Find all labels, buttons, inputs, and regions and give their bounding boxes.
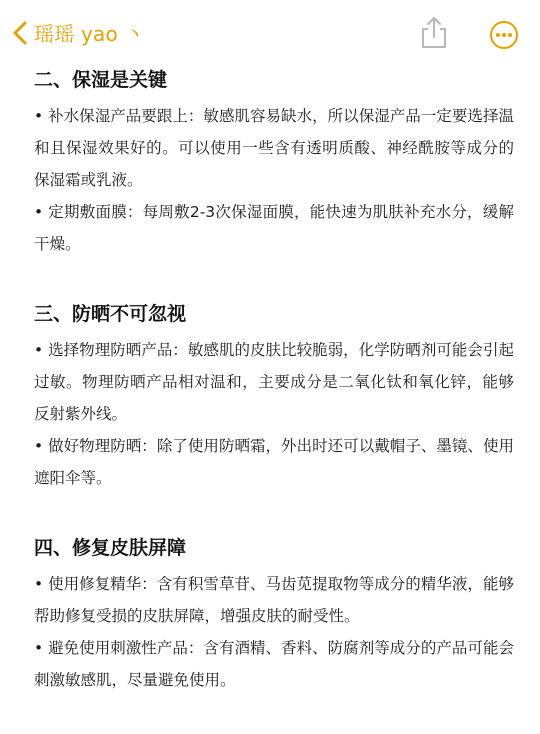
more-button[interactable] [489, 20, 519, 54]
section-heading: 三、防晒不可忽视 [34, 303, 187, 325]
back-button[interactable] [12, 18, 145, 47]
more-icon [489, 35, 519, 54]
paragraph: • 避免使用刺激性产品：含有酒精、香料、防腐剂等成分的产品可能会刺激敏感肌，尽量避免使用。 [34, 639, 514, 689]
section-heading: 四、修复皮肤屏障 [34, 537, 187, 559]
paragraph: • 使用修复精华：含有积雪草苷、马齿苋提取物等成分的精华液，能够帮助修复受损的皮肤屏障，增强皮肤的耐受性。 [34, 575, 514, 625]
section-sunscreen [34, 298, 514, 494]
note-content[interactable] [34, 64, 514, 734]
back-label: 瑶瑶 yao 丶 [34, 22, 145, 46]
paragraph: • 定期敷面膜：每周敷2-3次保湿面膜，能快速为肌肤补充水分，缓解干燥。 [34, 203, 514, 253]
chevron-left-icon [12, 20, 28, 46]
paragraph: • 补水保湿产品要跟上：敏感肌容易缺水，所以保湿产品一定要选择温和且保湿效果好的。可以使用一些含有透明质酸、神经酰胺等成分的保湿霜或乳液。 [34, 107, 514, 189]
paragraph: • 选择物理防晒产品：敏感肌的皮肤比较脆弱，化学防晒剂可能会引起过敏。物理防晒产品相对温和，主要成分是二氧化钛和氧化锌，能够反射紫外线。 [34, 341, 514, 423]
section-heading: 二、保湿是关键 [34, 69, 168, 91]
navigation-bar [0, 0, 540, 68]
section-moisturizing [34, 64, 514, 260]
share-button[interactable] [419, 16, 449, 54]
section-skin-barrier [34, 532, 514, 696]
paragraph: • 做好物理防晒：除了使用防晒霜，外出时还可以戴帽子、墨镜、使用遮阳伞等。 [34, 437, 514, 487]
share-icon [419, 35, 449, 54]
